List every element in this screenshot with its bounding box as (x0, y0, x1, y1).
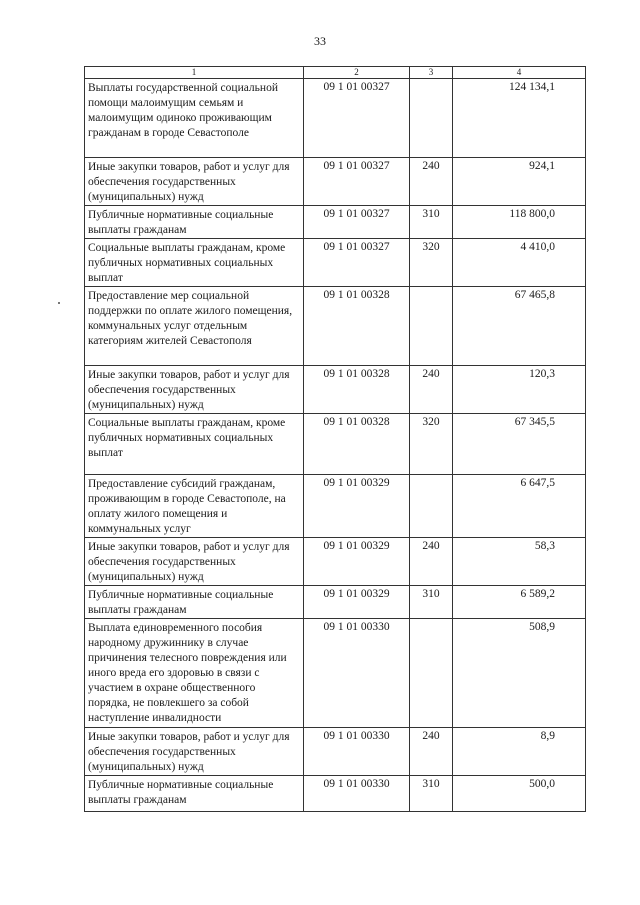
header-cell: 1 (85, 67, 304, 79)
row-name: Иные закупки товаров, работ и услуг для обеспечения государственных (муниципальных) нужд (85, 366, 304, 414)
row-amount: 118 800,0 (453, 206, 586, 239)
row-name: Выплаты государственной социальной помощи малоимущим семьям и малоимущим одиноко проживающим гражданам в городе Севастополе (85, 79, 304, 158)
row-code: 09 1 01 00330 (304, 619, 410, 728)
budget-table (84, 66, 586, 812)
row-type (410, 287, 453, 366)
row-amount: 58,3 (453, 538, 586, 586)
table-row (85, 158, 586, 206)
row-amount: 67 465,8 (453, 287, 586, 366)
row-code: 09 1 01 00327 (304, 158, 410, 206)
row-type: 310 (410, 206, 453, 239)
table-row (85, 776, 586, 812)
row-code: 09 1 01 00327 (304, 239, 410, 287)
page-number: 33 (314, 34, 326, 48)
row-type: 240 (410, 366, 453, 414)
row-code: 09 1 01 00329 (304, 538, 410, 586)
table-row (85, 287, 586, 366)
row-code: 09 1 01 00330 (304, 728, 410, 776)
table-row (85, 728, 586, 776)
row-type (410, 79, 453, 158)
table-row (85, 586, 586, 619)
row-code: 09 1 01 00328 (304, 287, 410, 366)
row-amount: 924,1 (453, 158, 586, 206)
row-type: 310 (410, 586, 453, 619)
row-amount: 67 345,5 (453, 414, 586, 475)
table-row (85, 538, 586, 586)
row-code: 09 1 01 00329 (304, 475, 410, 538)
row-code: 09 1 01 00327 (304, 206, 410, 239)
row-amount: 124 134,1 (453, 79, 586, 158)
table-row (85, 79, 586, 158)
row-type: 240 (410, 728, 453, 776)
row-name: Публичные нормативные социальные выплаты гражданам (85, 206, 304, 239)
row-name: Предоставление субсидий гражданам, проживающим в городе Севастополе, на оплату жилого помещения и коммунальных услуг (85, 475, 304, 538)
header-cell: 4 (453, 67, 586, 79)
table-row (85, 414, 586, 475)
row-amount: 120,3 (453, 366, 586, 414)
header-row (85, 67, 586, 79)
row-type: 320 (410, 239, 453, 287)
table-row (85, 206, 586, 239)
row-type: 240 (410, 538, 453, 586)
row-amount: 500,0 (453, 776, 586, 812)
row-name: Иные закупки товаров, работ и услуг для обеспечения государственных (муниципальных) нужд (85, 158, 304, 206)
row-type (410, 475, 453, 538)
table-row (85, 366, 586, 414)
row-name: Социальные выплаты гражданам, кроме публичных нормативных социальных выплат (85, 414, 304, 475)
scan-speck (58, 302, 60, 304)
row-type: 320 (410, 414, 453, 475)
header-cell: 2 (304, 67, 410, 79)
table-row (85, 619, 586, 728)
row-amount: 8,9 (453, 728, 586, 776)
row-name: Предоставление мер социальной поддержки по оплате жилого помещения, коммунальных услуг отдельным категориям жителей Севастополя (85, 287, 304, 366)
row-name: Социальные выплаты гражданам, кроме публичных нормативных социальных выплат (85, 239, 304, 287)
row-amount: 6 647,5 (453, 475, 586, 538)
row-name: Публичные нормативные социальные выплаты гражданам (85, 586, 304, 619)
table-row (85, 475, 586, 538)
row-amount: 508,9 (453, 619, 586, 728)
row-name: Иные закупки товаров, работ и услуг для обеспечения государственных (муниципальных) нужд (85, 538, 304, 586)
row-type: 310 (410, 776, 453, 812)
row-name: Публичные нормативные социальные выплаты гражданам (85, 776, 304, 812)
table-row (85, 239, 586, 287)
row-name: Иные закупки товаров, работ и услуг для обеспечения государственных (муниципальных) нужд (85, 728, 304, 776)
row-type: 240 (410, 158, 453, 206)
row-amount: 4 410,0 (453, 239, 586, 287)
row-code: 09 1 01 00330 (304, 776, 410, 812)
header-cell: 3 (410, 67, 453, 79)
row-code: 09 1 01 00328 (304, 366, 410, 414)
row-code: 09 1 01 00327 (304, 79, 410, 158)
row-code: 09 1 01 00329 (304, 586, 410, 619)
row-type (410, 619, 453, 728)
row-code: 09 1 01 00328 (304, 414, 410, 475)
row-name: Выплата единовременного пособия народному дружиннику в случае причинения телесного повреждения или иного вреда его здоровью в связи с участием в охране общественного порядка, не повлекшего за собой наступление инвалидности (85, 619, 304, 728)
row-amount: 6 589,2 (453, 586, 586, 619)
